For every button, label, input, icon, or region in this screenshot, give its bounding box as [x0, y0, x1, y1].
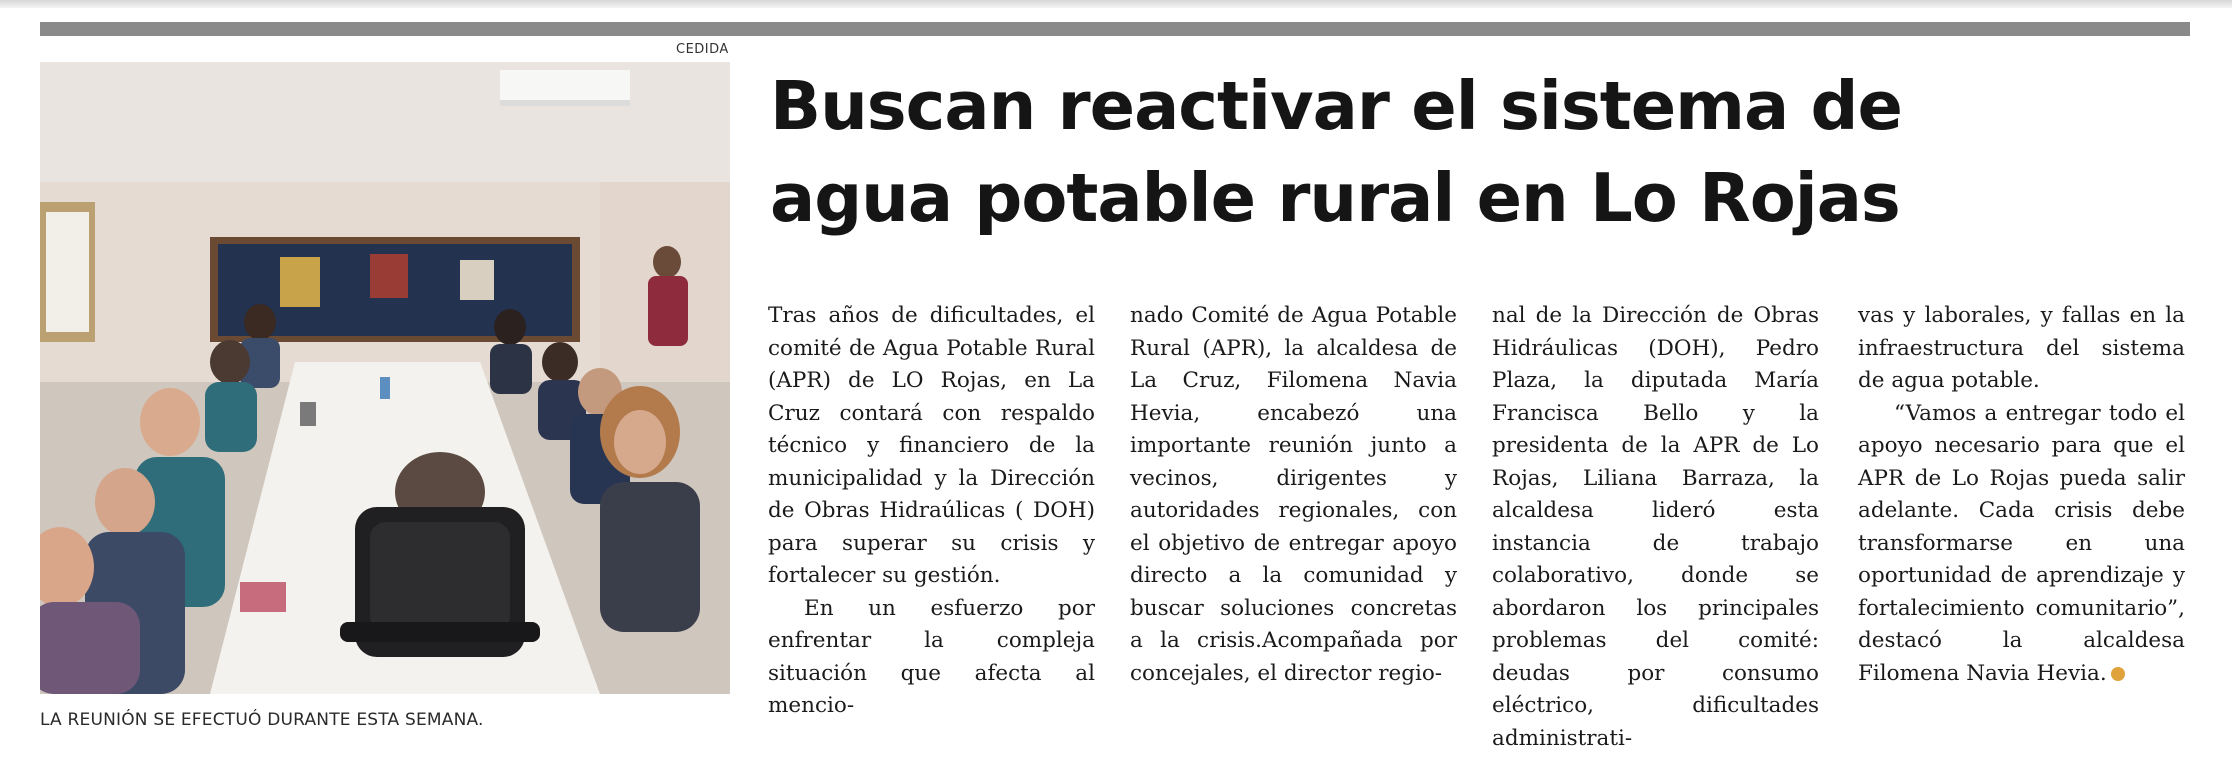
photo-credit: CEDIDA: [676, 42, 729, 57]
article-column-1: [768, 300, 1095, 723]
end-of-article-icon: [2111, 667, 2125, 681]
headline: [770, 60, 2210, 244]
article-column-4: [1858, 300, 2185, 690]
photo-caption: LA REUNIÓN SE EFECTUÓ DURANTE ESTA SEMANA.: [40, 710, 484, 730]
page-top-strip: [0, 0, 2232, 8]
article-paragraph-quote: [1858, 398, 2185, 691]
article-paragraph: nado Comité de Agua Potable Rural (APR), la alcaldesa de La Cruz, Filomena Navia Hevia, encabezó una importante reunión junto a vecinos, dirigentes y autoridades regionales, con el objetivo de entregar apoyo directo a la comunidad y buscar soluciones concretas a la crisis.Acompañada por concejales, el director regio-: [1130, 303, 1457, 686]
meeting-photo: [40, 62, 730, 694]
article-paragraph: Tras años de dificultades, el comité de Agua Potable Rural (APR) de LO Rojas, en La Cruz contará con respaldo técnico y financiero de la municipalidad y la Dirección de Obras Hidraúlicas ( DOH) para superar su crisis y fortalecer su gestión.: [768, 303, 1095, 588]
quote-text: “Vamos a entregar todo el apoyo necesario para que el APR de Lo Rojas pueda salir adelante. Cada crisis debe transformarse en una oportunidad de aprendizaje y fortalecimiento comunitario”, destacó la alcaldesa Filomena Navia Hevia.: [1858, 400, 2185, 686]
headline-line-1: Buscan reactivar el sistema de: [770, 67, 1902, 145]
article-column-3: [1492, 300, 1819, 755]
article-paragraph: En un esfuerzo por enfrentar la compleja situación que afecta al mencio-: [768, 595, 1095, 718]
section-rule: [40, 22, 2190, 36]
article-column-2: [1130, 300, 1457, 690]
article-paragraph: nal de la Dirección de Obras Hidráulicas (DOH), Pedro Plaza, la diputada María Francisca Bello y la presidenta de la APR de Lo Rojas, Liliana Barraza, la alcaldesa lideró esta instancia de trabajo colaborativo, donde se abordaron los principales problemas del comité: deudas por consumo eléctrico, dificultades administrati-: [1492, 303, 1819, 751]
headline-line-2: agua potable rural en Lo Rojas: [770, 159, 1900, 237]
article-paragraph: vas y laborales, y fallas en la infraestructura del sistema de agua potable.: [1858, 303, 2185, 393]
